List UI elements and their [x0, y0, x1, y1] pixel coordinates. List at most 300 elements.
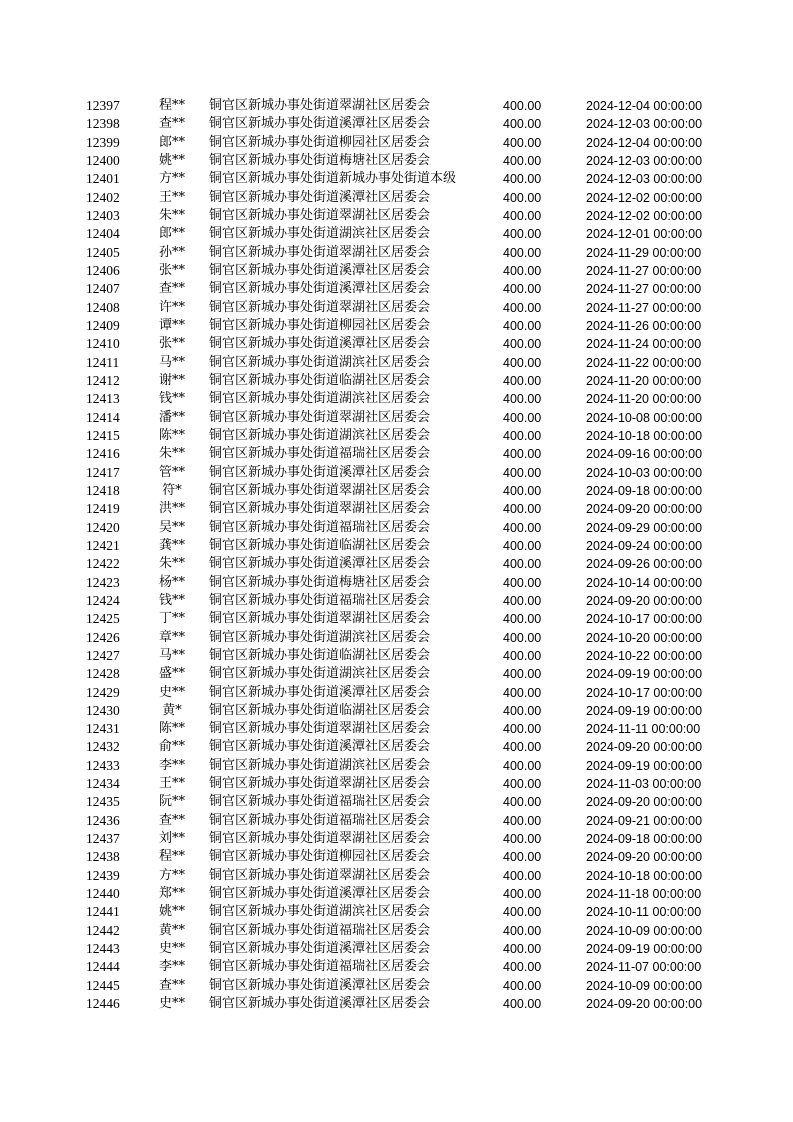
table-row — [0, 427, 793, 445]
table-row — [0, 738, 793, 756]
record-id-cell: 12408 — [86, 299, 120, 315]
person-name-cell: 钱** — [158, 391, 185, 407]
table-row — [0, 977, 793, 995]
organization-cell: 铜官区新城办事处街道溪潭社区居委会 — [209, 262, 431, 278]
date-cell: 2024-10-11 00:00:00 — [586, 905, 702, 920]
amount-cell: 400.00 — [503, 282, 542, 297]
date-cell: 2024-11-26 00:00:00 — [586, 318, 702, 333]
date-cell: 2024-09-20 00:00:00 — [586, 997, 703, 1012]
table-row — [0, 225, 793, 243]
date-cell: 2024-10-09 00:00:00 — [586, 978, 703, 993]
record-id-cell: 12425 — [86, 611, 120, 627]
person-name-cell: 查** — [158, 116, 185, 132]
date-cell: 2024-11-27 00:00:00 — [586, 300, 702, 315]
record-id-cell: 12410 — [86, 336, 120, 352]
organization-cell: 铜官区新城办事处街道翠湖社区居委会 — [209, 776, 431, 792]
record-id-cell: 12400 — [86, 152, 120, 168]
table-row — [0, 280, 793, 298]
record-id-cell: 12402 — [86, 189, 120, 205]
person-name-cell: 程** — [158, 98, 185, 113]
organization-cell: 铜官区新城办事处街道柳园社区居委会 — [209, 849, 431, 865]
person-name-cell: 孙** — [158, 244, 185, 260]
person-name-cell: 杨** — [158, 574, 185, 590]
record-id-cell: 12417 — [86, 464, 120, 480]
person-name-cell: 王** — [158, 189, 185, 205]
amount-cell: 400.00 — [503, 190, 542, 205]
date-cell: 2024-10-17 00:00:00 — [586, 612, 703, 627]
organization-cell: 铜官区新城办事处街道临湖社区居委会 — [209, 647, 431, 663]
record-id-cell: 12434 — [86, 776, 120, 792]
organization-cell: 铜官区新城办事处街道溪潭社区居委会 — [209, 189, 431, 205]
amount-cell: 400.00 — [503, 813, 542, 828]
record-id-cell: 12399 — [86, 134, 120, 150]
table-row — [0, 152, 793, 170]
amount-cell: 400.00 — [503, 667, 542, 682]
amount-cell: 400.00 — [503, 410, 542, 425]
person-name-cell: 史** — [158, 684, 185, 700]
amount-cell: 400.00 — [503, 868, 542, 883]
record-id-cell: 12418 — [86, 482, 120, 498]
organization-cell: 铜官区新城办事处街道梅塘社区居委会 — [209, 574, 431, 590]
record-id-cell: 12436 — [86, 812, 120, 828]
organization-cell: 铜官区新城办事处街道福瑞社区居委会 — [209, 812, 431, 828]
table-row — [0, 189, 793, 207]
date-cell: 2024-09-20 00:00:00 — [586, 850, 703, 865]
date-cell: 2024-10-20 00:00:00 — [586, 630, 703, 645]
organization-cell: 铜官区新城办事处街道溪潭社区居委会 — [209, 464, 431, 480]
date-cell: 2024-09-19 00:00:00 — [586, 667, 703, 682]
organization-cell: 铜官区新城办事处街道溪潭社区居委会 — [209, 116, 431, 132]
date-cell: 2024-10-09 00:00:00 — [586, 923, 703, 938]
organization-cell: 铜官区新城办事处街道湖滨社区居委会 — [209, 629, 431, 645]
amount-cell: 400.00 — [503, 153, 542, 168]
organization-cell: 铜官区新城办事处街道湖滨社区居委会 — [209, 666, 431, 682]
person-name-cell: 许** — [158, 299, 185, 315]
person-name-cell: 姚** — [158, 152, 185, 168]
organization-cell: 铜官区新城办事处街道新城办事处街道本级 — [209, 171, 457, 187]
record-id-cell: 12443 — [86, 941, 120, 957]
organization-cell: 铜官区新城办事处街道翠湖社区居委会 — [209, 409, 431, 425]
person-name-cell: 陈** — [158, 721, 185, 737]
table-row — [0, 720, 793, 738]
person-name-cell: 黄* — [162, 702, 182, 718]
date-cell: 2024-11-24 00:00:00 — [586, 337, 702, 352]
person-name-cell: 郎** — [158, 134, 185, 150]
table-row — [0, 922, 793, 940]
date-cell: 2024-12-03 00:00:00 — [586, 117, 703, 132]
organization-cell: 铜官区新城办事处街道翠湖社区居委会 — [209, 501, 431, 517]
date-cell: 2024-09-19 00:00:00 — [586, 758, 703, 773]
table-row — [0, 464, 793, 482]
organization-cell: 铜官区新城办事处街道福瑞社区居委会 — [209, 592, 431, 608]
person-name-cell: 管** — [158, 464, 185, 480]
date-cell: 2024-10-08 00:00:00 — [586, 410, 703, 425]
amount-cell: 400.00 — [503, 520, 542, 535]
amount-cell: 400.00 — [503, 612, 542, 627]
person-name-cell: 朱** — [158, 207, 185, 223]
date-cell: 2024-11-29 00:00:00 — [586, 245, 702, 260]
amount-cell: 400.00 — [503, 905, 542, 920]
person-name-cell: 张** — [158, 336, 185, 352]
table-row — [0, 574, 793, 592]
record-id-cell: 12432 — [86, 739, 120, 755]
date-cell: 2024-10-17 00:00:00 — [586, 685, 703, 700]
amount-cell: 400.00 — [503, 245, 542, 260]
amount-cell: 400.00 — [503, 447, 542, 462]
record-id-cell: 12398 — [86, 116, 120, 132]
table-row — [0, 207, 793, 225]
date-cell: 2024-09-26 00:00:00 — [586, 557, 703, 572]
record-id-cell: 12413 — [86, 391, 120, 407]
table-row — [0, 940, 793, 958]
table-row — [0, 519, 793, 537]
organization-cell: 铜官区新城办事处街道翠湖社区居委会 — [209, 611, 431, 627]
organization-cell: 铜官区新城办事处街道溪潭社区居委会 — [209, 886, 431, 902]
date-cell: 2024-10-18 00:00:00 — [586, 868, 703, 883]
table-row — [0, 702, 793, 720]
date-cell: 2024-12-02 00:00:00 — [586, 190, 703, 205]
amount-cell: 400.00 — [503, 978, 542, 993]
date-cell: 2024-11-20 00:00:00 — [586, 392, 702, 407]
record-id-cell: 12401 — [86, 171, 120, 187]
table-row — [0, 299, 793, 317]
amount-cell: 400.00 — [503, 373, 542, 388]
date-cell: 2024-09-29 00:00:00 — [586, 520, 703, 535]
table-row — [0, 848, 793, 866]
record-id-cell: 12424 — [86, 592, 120, 608]
date-cell: 2024-09-20 00:00:00 — [586, 740, 703, 755]
organization-cell: 铜官区新城办事处街道柳园社区居委会 — [209, 317, 431, 333]
date-cell: 2024-12-01 00:00:00 — [586, 227, 703, 242]
record-id-cell: 12430 — [86, 702, 120, 718]
amount-cell: 400.00 — [503, 923, 542, 938]
date-cell: 2024-09-18 00:00:00 — [586, 832, 703, 847]
table-row — [0, 500, 793, 518]
person-name-cell: 马** — [158, 647, 185, 663]
date-cell: 2024-10-03 00:00:00 — [586, 465, 703, 480]
person-name-cell: 盛** — [158, 666, 185, 682]
organization-cell: 铜官区新城办事处街道溪潭社区居委会 — [209, 281, 431, 297]
amount-cell: 400.00 — [503, 777, 542, 792]
date-cell: 2024-11-27 00:00:00 — [586, 282, 702, 297]
person-name-cell: 丁** — [158, 611, 185, 627]
date-cell: 2024-11-18 00:00:00 — [586, 887, 702, 902]
table-row — [0, 592, 793, 610]
table-row — [0, 317, 793, 335]
amount-cell: 400.00 — [503, 758, 542, 773]
date-cell: 2024-09-20 00:00:00 — [586, 593, 703, 608]
record-id-cell: 12445 — [86, 977, 120, 993]
amount-cell: 400.00 — [503, 208, 542, 223]
organization-cell: 铜官区新城办事处街道湖滨社区居委会 — [209, 904, 431, 920]
amount-cell: 400.00 — [503, 465, 542, 480]
date-cell: 2024-11-11 00:00:00 — [586, 722, 701, 737]
person-name-cell: 陈** — [158, 427, 185, 443]
record-id-cell: 12419 — [86, 501, 120, 517]
organization-cell: 铜官区新城办事处街道翠湖社区居委会 — [209, 867, 431, 883]
organization-cell: 铜官区新城办事处街道翠湖社区居委会 — [209, 244, 431, 260]
person-name-cell: 姚** — [158, 904, 185, 920]
date-cell: 2024-09-19 00:00:00 — [586, 942, 703, 957]
record-id-cell: 12422 — [86, 556, 120, 572]
organization-cell: 铜官区新城办事处街道湖滨社区居委会 — [209, 226, 431, 242]
amount-cell: 400.00 — [503, 997, 542, 1012]
table-row — [0, 445, 793, 463]
organization-cell: 铜官区新城办事处街道溪潭社区居委会 — [209, 996, 431, 1012]
organization-cell: 铜官区新城办事处街道柳园社区居委会 — [209, 134, 431, 150]
table-row — [0, 757, 793, 775]
table-row — [0, 867, 793, 885]
amount-cell: 400.00 — [503, 942, 542, 957]
person-name-cell: 朱** — [158, 556, 185, 572]
record-id-cell: 12427 — [86, 647, 120, 663]
record-id-cell: 12442 — [86, 922, 120, 938]
amount-cell: 400.00 — [503, 135, 542, 150]
amount-cell: 400.00 — [503, 337, 542, 352]
amount-cell: 400.00 — [503, 263, 542, 278]
date-cell: 2024-12-02 00:00:00 — [586, 208, 703, 223]
record-id-cell: 12437 — [86, 831, 120, 847]
table-row — [0, 610, 793, 628]
table-row — [0, 684, 793, 702]
amount-cell: 400.00 — [503, 722, 542, 737]
record-id-cell: 12429 — [86, 684, 120, 700]
amount-cell: 400.00 — [503, 428, 542, 443]
organization-cell: 铜官区新城办事处街道临湖社区居委会 — [209, 702, 431, 718]
organization-cell: 铜官区新城办事处街道溪潭社区居委会 — [209, 977, 431, 993]
amount-cell: 400.00 — [503, 538, 542, 553]
record-id-cell: 12423 — [86, 574, 120, 590]
record-table — [0, 97, 793, 1013]
organization-cell: 铜官区新城办事处街道湖滨社区居委会 — [209, 427, 431, 443]
organization-cell: 铜官区新城办事处街道翠湖社区居委会 — [209, 207, 431, 223]
organization-cell: 铜官区新城办事处街道溪潭社区居委会 — [209, 336, 431, 352]
amount-cell: 400.00 — [503, 703, 542, 718]
person-name-cell: 龚** — [158, 537, 185, 553]
table-row — [0, 958, 793, 976]
table-row — [0, 482, 793, 500]
organization-cell: 铜官区新城办事处街道湖滨社区居委会 — [209, 391, 431, 407]
table-row — [0, 354, 793, 372]
organization-cell: 铜官区新城办事处街道福瑞社区居委会 — [209, 922, 431, 938]
amount-cell: 400.00 — [503, 960, 542, 975]
record-id-cell: 12439 — [86, 867, 120, 883]
person-name-cell: 符* — [162, 482, 182, 498]
organization-cell: 铜官区新城办事处街道湖滨社区居委会 — [209, 757, 431, 773]
record-id-cell: 12412 — [86, 372, 120, 388]
organization-cell: 铜官区新城办事处街道梅塘社区居委会 — [209, 152, 431, 168]
amount-cell: 400.00 — [503, 172, 542, 187]
person-name-cell: 马** — [158, 354, 185, 370]
table-row — [0, 97, 793, 115]
record-id-cell: 12404 — [86, 226, 120, 242]
organization-cell: 铜官区新城办事处街道临湖社区居委会 — [209, 372, 431, 388]
amount-cell: 400.00 — [503, 887, 542, 902]
record-id-cell: 12440 — [86, 886, 120, 902]
person-name-cell: 刘** — [158, 831, 185, 847]
organization-cell: 铜官区新城办事处街道溪潭社区居委会 — [209, 739, 431, 755]
record-id-cell: 12438 — [86, 849, 120, 865]
organization-cell: 铜官区新城办事处街道翠湖社区居委会 — [209, 721, 431, 737]
table-row — [0, 830, 793, 848]
table-row — [0, 793, 793, 811]
date-cell: 2024-12-03 00:00:00 — [586, 172, 703, 187]
record-id-cell: 12435 — [86, 794, 120, 810]
organization-cell: 铜官区新城办事处街道福瑞社区居委会 — [209, 519, 431, 535]
table-row — [0, 775, 793, 793]
record-id-cell: 12416 — [86, 446, 120, 462]
record-id-cell: 12415 — [86, 427, 120, 443]
person-name-cell: 郑** — [158, 886, 185, 902]
organization-cell: 铜官区新城办事处街道溪潭社区居委会 — [209, 556, 431, 572]
amount-cell: 400.00 — [503, 850, 542, 865]
amount-cell: 400.00 — [503, 795, 542, 810]
table-row — [0, 390, 793, 408]
amount-cell: 400.00 — [503, 740, 542, 755]
organization-cell: 铜官区新城办事处街道福瑞社区居委会 — [209, 794, 431, 810]
amount-cell: 400.00 — [503, 99, 542, 113]
person-name-cell: 郎** — [158, 226, 185, 242]
table-row — [0, 537, 793, 555]
person-name-cell: 方** — [158, 867, 185, 883]
organization-cell: 铜官区新城办事处街道翠湖社区居委会 — [209, 831, 431, 847]
date-cell: 2024-09-18 00:00:00 — [586, 483, 703, 498]
amount-cell: 400.00 — [503, 648, 542, 663]
person-name-cell: 史** — [158, 941, 185, 957]
organization-cell: 铜官区新城办事处街道翠湖社区居委会 — [209, 98, 431, 113]
amount-cell: 400.00 — [503, 557, 542, 572]
person-name-cell: 李** — [158, 757, 185, 773]
table-row — [0, 812, 793, 830]
record-id-cell: 12411 — [86, 354, 120, 370]
table-row — [0, 647, 793, 665]
record-id-cell: 12405 — [86, 244, 120, 260]
amount-cell: 400.00 — [503, 483, 542, 498]
record-id-cell: 12444 — [86, 959, 120, 975]
organization-cell: 铜官区新城办事处街道翠湖社区居委会 — [209, 482, 431, 498]
date-cell: 2024-12-04 00:00:00 — [586, 135, 703, 150]
date-cell: 2024-11-27 00:00:00 — [586, 263, 702, 278]
amount-cell: 400.00 — [503, 355, 542, 370]
amount-cell: 400.00 — [503, 630, 542, 645]
person-name-cell: 潘** — [158, 409, 185, 425]
table-row — [0, 409, 793, 427]
amount-cell: 400.00 — [503, 575, 542, 590]
table-row — [0, 885, 793, 903]
person-name-cell: 查** — [158, 977, 185, 993]
amount-cell: 400.00 — [503, 832, 542, 847]
person-name-cell: 章** — [158, 629, 185, 645]
date-cell: 2024-11-07 00:00:00 — [586, 960, 702, 975]
record-id-cell: 12403 — [86, 207, 120, 223]
record-id-cell: 12428 — [86, 666, 120, 682]
person-name-cell: 张** — [158, 262, 185, 278]
person-name-cell: 俞** — [158, 739, 185, 755]
date-cell: 2024-10-18 00:00:00 — [586, 428, 703, 443]
organization-cell: 铜官区新城办事处街道临湖社区居委会 — [209, 537, 431, 553]
table-row — [0, 995, 793, 1013]
record-id-cell: 12407 — [86, 281, 120, 297]
record-id-cell: 12420 — [86, 519, 120, 535]
date-cell: 2024-11-22 00:00:00 — [586, 355, 702, 370]
record-id-cell: 12433 — [86, 757, 120, 773]
amount-cell: 400.00 — [503, 593, 542, 608]
date-cell: 2024-09-20 00:00:00 — [586, 795, 703, 810]
record-id-cell: 12414 — [86, 409, 120, 425]
amount-cell: 400.00 — [503, 117, 542, 132]
organization-cell: 铜官区新城办事处街道福瑞社区居委会 — [209, 446, 431, 462]
table-row — [0, 262, 793, 280]
record-id-cell: 12397 — [86, 98, 120, 113]
organization-cell: 铜官区新城办事处街道翠湖社区居委会 — [209, 299, 431, 315]
person-name-cell: 谭** — [158, 317, 185, 333]
amount-cell: 400.00 — [503, 300, 542, 315]
record-id-cell: 12441 — [86, 904, 120, 920]
date-cell: 2024-09-21 00:00:00 — [586, 813, 703, 828]
amount-cell: 400.00 — [503, 502, 542, 517]
table-row — [0, 244, 793, 262]
person-name-cell: 阮** — [158, 794, 185, 810]
table-row — [0, 629, 793, 647]
date-cell: 2024-12-04 00:00:00 — [586, 99, 703, 113]
person-name-cell: 方** — [158, 171, 185, 187]
table-row — [0, 665, 793, 683]
table-row — [0, 903, 793, 921]
amount-cell: 400.00 — [503, 392, 542, 407]
date-cell: 2024-10-22 00:00:00 — [586, 648, 703, 663]
organization-cell: 铜官区新城办事处街道溪潭社区居委会 — [209, 684, 431, 700]
table-row — [0, 134, 793, 152]
record-id-cell: 12409 — [86, 317, 120, 333]
person-name-cell: 黄** — [158, 922, 185, 938]
amount-cell: 400.00 — [503, 318, 542, 333]
person-name-cell: 查** — [158, 812, 185, 828]
date-cell: 2024-11-20 00:00:00 — [586, 373, 702, 388]
table-row — [0, 335, 793, 353]
date-cell: 2024-11-03 00:00:00 — [586, 777, 702, 792]
date-cell: 2024-09-16 00:00:00 — [586, 447, 703, 462]
record-id-cell: 12406 — [86, 262, 120, 278]
person-name-cell: 程** — [158, 849, 185, 865]
amount-cell: 400.00 — [503, 227, 542, 242]
record-id-cell: 12421 — [86, 537, 120, 553]
person-name-cell: 洪** — [158, 501, 185, 517]
organization-cell: 铜官区新城办事处街道福瑞社区居委会 — [209, 959, 431, 975]
table-row — [0, 115, 793, 133]
person-name-cell: 查** — [158, 281, 185, 297]
date-cell: 2024-09-19 00:00:00 — [586, 703, 703, 718]
record-id-cell: 12426 — [86, 629, 120, 645]
date-cell: 2024-09-20 00:00:00 — [586, 502, 703, 517]
table-row — [0, 170, 793, 188]
person-name-cell: 朱** — [158, 446, 185, 462]
date-cell: 2024-09-24 00:00:00 — [586, 538, 703, 553]
date-cell: 2024-12-03 00:00:00 — [586, 153, 703, 168]
date-cell: 2024-10-14 00:00:00 — [586, 575, 703, 590]
record-id-cell: 12446 — [86, 996, 120, 1012]
table-row — [0, 372, 793, 390]
record-id-cell: 12431 — [86, 721, 120, 737]
person-name-cell: 王** — [158, 776, 185, 792]
table-row — [0, 555, 793, 573]
amount-cell: 400.00 — [503, 685, 542, 700]
person-name-cell: 谢** — [158, 372, 185, 388]
person-name-cell: 史** — [158, 996, 185, 1012]
organization-cell: 铜官区新城办事处街道溪潭社区居委会 — [209, 941, 431, 957]
person-name-cell: 李** — [158, 959, 185, 975]
organization-cell: 铜官区新城办事处街道湖滨社区居委会 — [209, 354, 431, 370]
person-name-cell: 吴** — [158, 519, 185, 535]
